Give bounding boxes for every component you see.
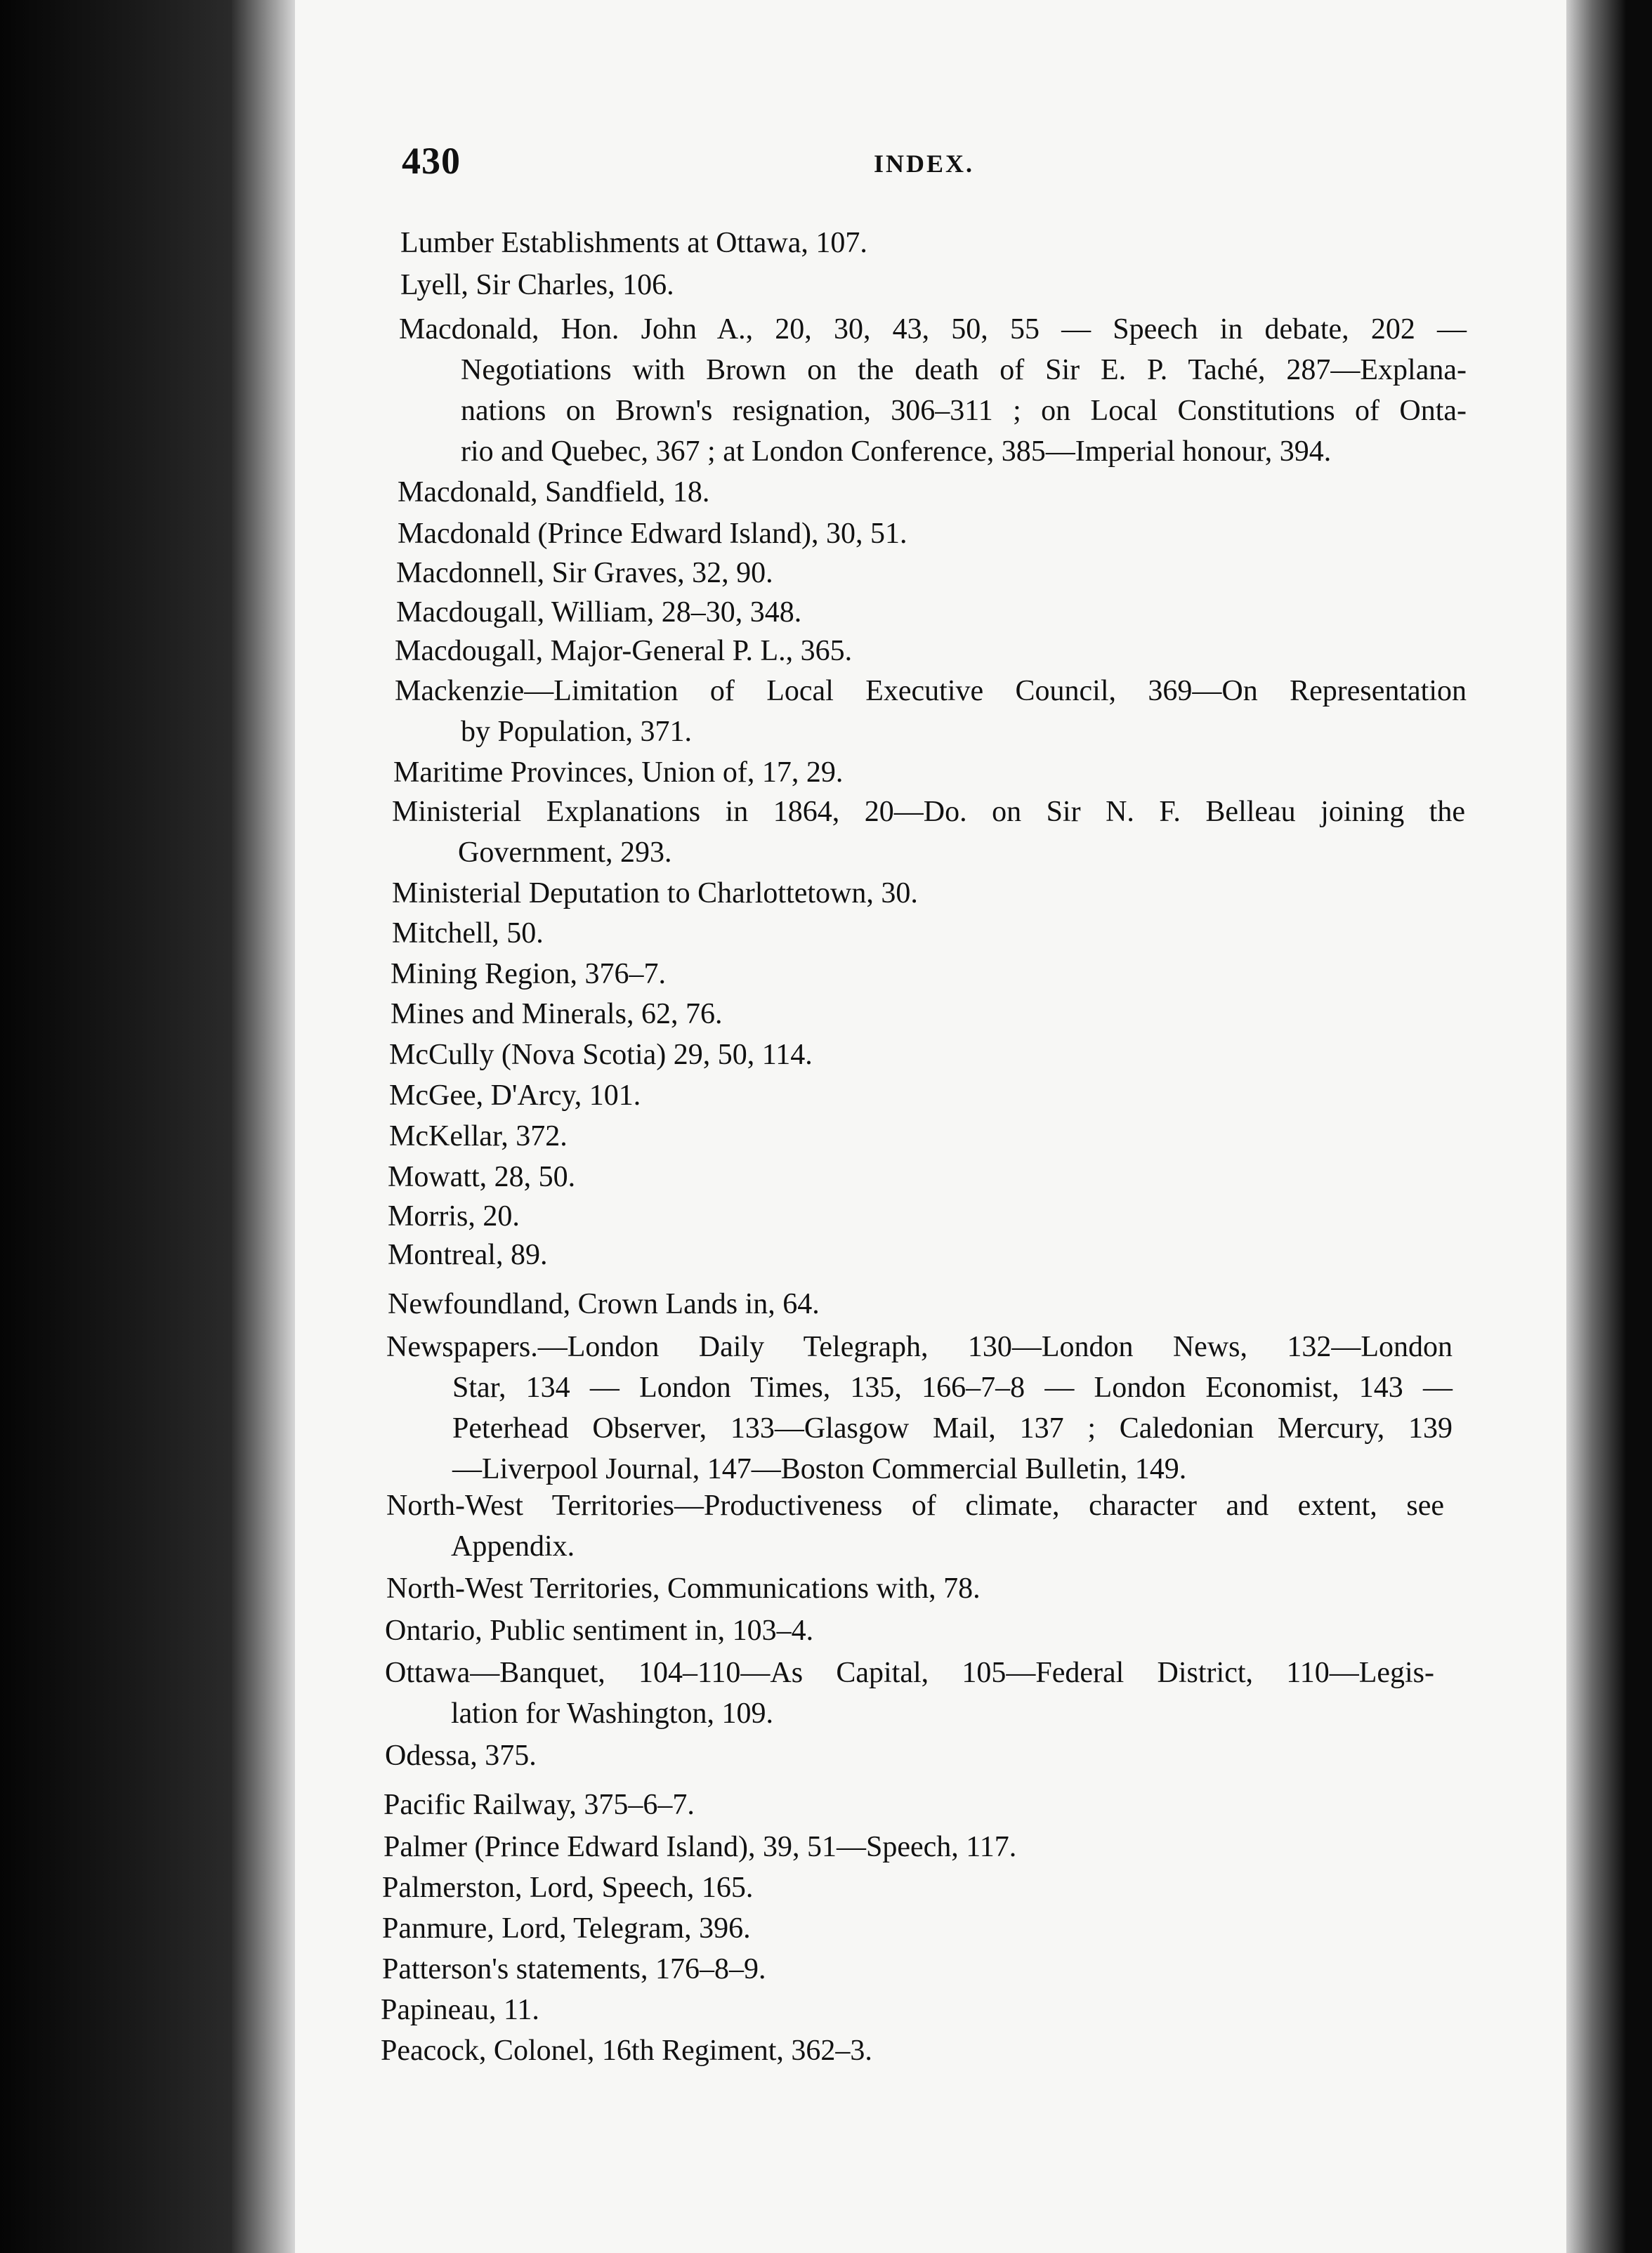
- index-entry: [398, 517, 997, 558]
- index-entry: [388, 1200, 541, 1240]
- index-entry: [400, 268, 738, 309]
- index-entry: [392, 795, 1465, 876]
- index-entry-line: McCully (Nova Scotia) 29, 50, 114.: [389, 1039, 813, 1071]
- index-entry-line: Macdonald, Hon. John A., 20, 30, 43, 50, 55 — Speech in debate, 202 —: [399, 313, 1467, 346]
- index-entry: [386, 1572, 1096, 1612]
- index-entry-line: Pacific Railway, 375–6–7.: [383, 1789, 695, 1821]
- index-entry-line: Mining Region, 376–7.: [391, 958, 667, 990]
- index-entry: [395, 634, 941, 675]
- index-entry-line: Macdonnell, Sir Graves, 32, 90.: [396, 557, 773, 589]
- index-entry: [388, 1287, 892, 1328]
- index-entry: [400, 226, 941, 267]
- index-entry-line: Mitchell, 50.: [392, 917, 544, 950]
- index-entry-line: McKellar, 372.: [389, 1120, 568, 1152]
- index-entry: [382, 1952, 820, 1993]
- index-entry-line: Mackenzie—Limitation of Local Executive Council, 369—On Representation: [395, 675, 1467, 707]
- index-entry-line: rio and Quebec, 367 ; at London Conference, 385—Imperial honour, 394.: [461, 435, 1332, 468]
- index-entry-line: Palmerston, Lord, Speech, 165.: [382, 1872, 754, 1904]
- index-entry: [389, 1079, 688, 1119]
- index-entry-line: Macdougall, William, 28–30, 348.: [396, 596, 802, 629]
- index-entry-line: lation for Washington, 109.: [451, 1697, 773, 1730]
- index-entry-line: Lumber Establishments at Ottawa, 107.: [400, 227, 867, 259]
- index-entry: [388, 1160, 618, 1201]
- index-entry-line: Negotiations with Brown on the death of Sir E. P. Taché, 287—Explana-: [461, 354, 1467, 386]
- index-entry: [391, 957, 723, 998]
- index-entry: [381, 2034, 948, 2075]
- index-entry-line: by Population, 371.: [461, 716, 693, 748]
- index-entry-line: Ontario, Public sentiment in, 103–4.: [385, 1615, 814, 1647]
- index-entry: [382, 1912, 820, 1952]
- index-entry-line: North-West Territories—Productiveness of climate, character and extent, see: [386, 1490, 1444, 1522]
- index-entry-line: Maritime Provinces, Union of, 17, 29.: [393, 756, 844, 789]
- page-number: 430: [402, 140, 461, 182]
- index-entry-line: McGee, D'Arcy, 101.: [389, 1079, 641, 1112]
- index-entry-line: nations on Brown's resignation, 306–311 ; on Local Constitutions of Onta-: [461, 395, 1467, 427]
- index-entry-line: Montreal, 89.: [388, 1239, 548, 1271]
- index-entry: [399, 313, 1467, 475]
- index-entry-line: Star, 134 — London Times, 135, 166–7–8 — London Economist, 143 —: [452, 1372, 1453, 1404]
- index-entry-line: Ministerial Explanations in 1864, 20—Do. on Sir N. F. Belleau joining the: [392, 796, 1465, 828]
- index-entry-line: Patterson's statements, 176–8–9.: [382, 1953, 766, 1985]
- index-entry-line: North-West Territories, Communications with, 78.: [386, 1572, 981, 1605]
- index-entry: [389, 1119, 590, 1160]
- index-entry: [391, 997, 780, 1038]
- index-entry-line: Peacock, Colonel, 16th Regiment, 362–3.: [381, 2035, 872, 2067]
- index-entry-line: Government, 293.: [458, 836, 672, 869]
- index-entry-line: Ottawa—Banquet, 104–110—As Capital, 105—Federal District, 110—Legis-: [385, 1657, 1434, 1689]
- index-entry: [396, 556, 850, 597]
- index-entry: [398, 475, 723, 516]
- index-entry: [396, 596, 864, 636]
- index-entry-line: Mines and Minerals, 62, 76.: [391, 998, 723, 1030]
- index-entry-line: Panmure, Lord, Telegram, 396.: [382, 1912, 751, 1945]
- index-entry-line: Papineau, 11.: [381, 1994, 539, 2026]
- index-entry: [383, 1788, 801, 1829]
- index-entry: [386, 1330, 1453, 1493]
- index-entry: [392, 876, 1004, 917]
- index-entry-line: Macdonald (Prince Edward Island), 30, 51.: [398, 518, 907, 550]
- index-entry-line: Newfoundland, Crown Lands in, 64.: [388, 1288, 820, 1320]
- index-entry: [395, 674, 1467, 756]
- index-entry-line: Macdonald, Sandfield, 18.: [398, 476, 710, 508]
- index-entry-line: Ministerial Deputation to Charlottetown, 30.: [392, 877, 918, 909]
- index-entry: [383, 1830, 1121, 1871]
- index-entry: [382, 1871, 822, 1912]
- index-entry: [385, 1614, 885, 1655]
- index-entry: [385, 1656, 1434, 1738]
- index-entry-line: Peterhead Observer, 133—Glasgow Mail, 137 ; Caledonian Mercury, 139: [452, 1412, 1453, 1445]
- index-entry: [388, 1238, 562, 1279]
- index-entry-line: Newspapers.—London Daily Telegraph, 130—London News, 132—London: [386, 1331, 1453, 1363]
- index-entry-line: Morris, 20.: [388, 1200, 520, 1233]
- index-entry: [385, 1739, 562, 1780]
- index-entry: [393, 756, 920, 796]
- index-entry: [389, 1038, 878, 1079]
- running-head: INDEX.: [874, 150, 975, 178]
- index-entry: [381, 1993, 562, 2034]
- index-entry-line: Macdougall, Major-General P. L., 365.: [395, 635, 853, 667]
- index-entry-line: Appendix.: [451, 1530, 575, 1563]
- index-entry-line: Mowatt, 28, 50.: [388, 1161, 576, 1193]
- index-entry-line: Odessa, 375.: [385, 1740, 537, 1772]
- index-entry-line: Lyell, Sir Charles, 106.: [400, 269, 674, 301]
- index-entry-line: —Liverpool Journal, 147—Boston Commercial Bulletin, 149.: [452, 1453, 1187, 1485]
- index-entry: [392, 917, 555, 957]
- index-entry: [386, 1489, 1444, 1570]
- index-entry-line: Palmer (Prince Edward Island), 39, 51—Speech, 117.: [383, 1831, 1017, 1863]
